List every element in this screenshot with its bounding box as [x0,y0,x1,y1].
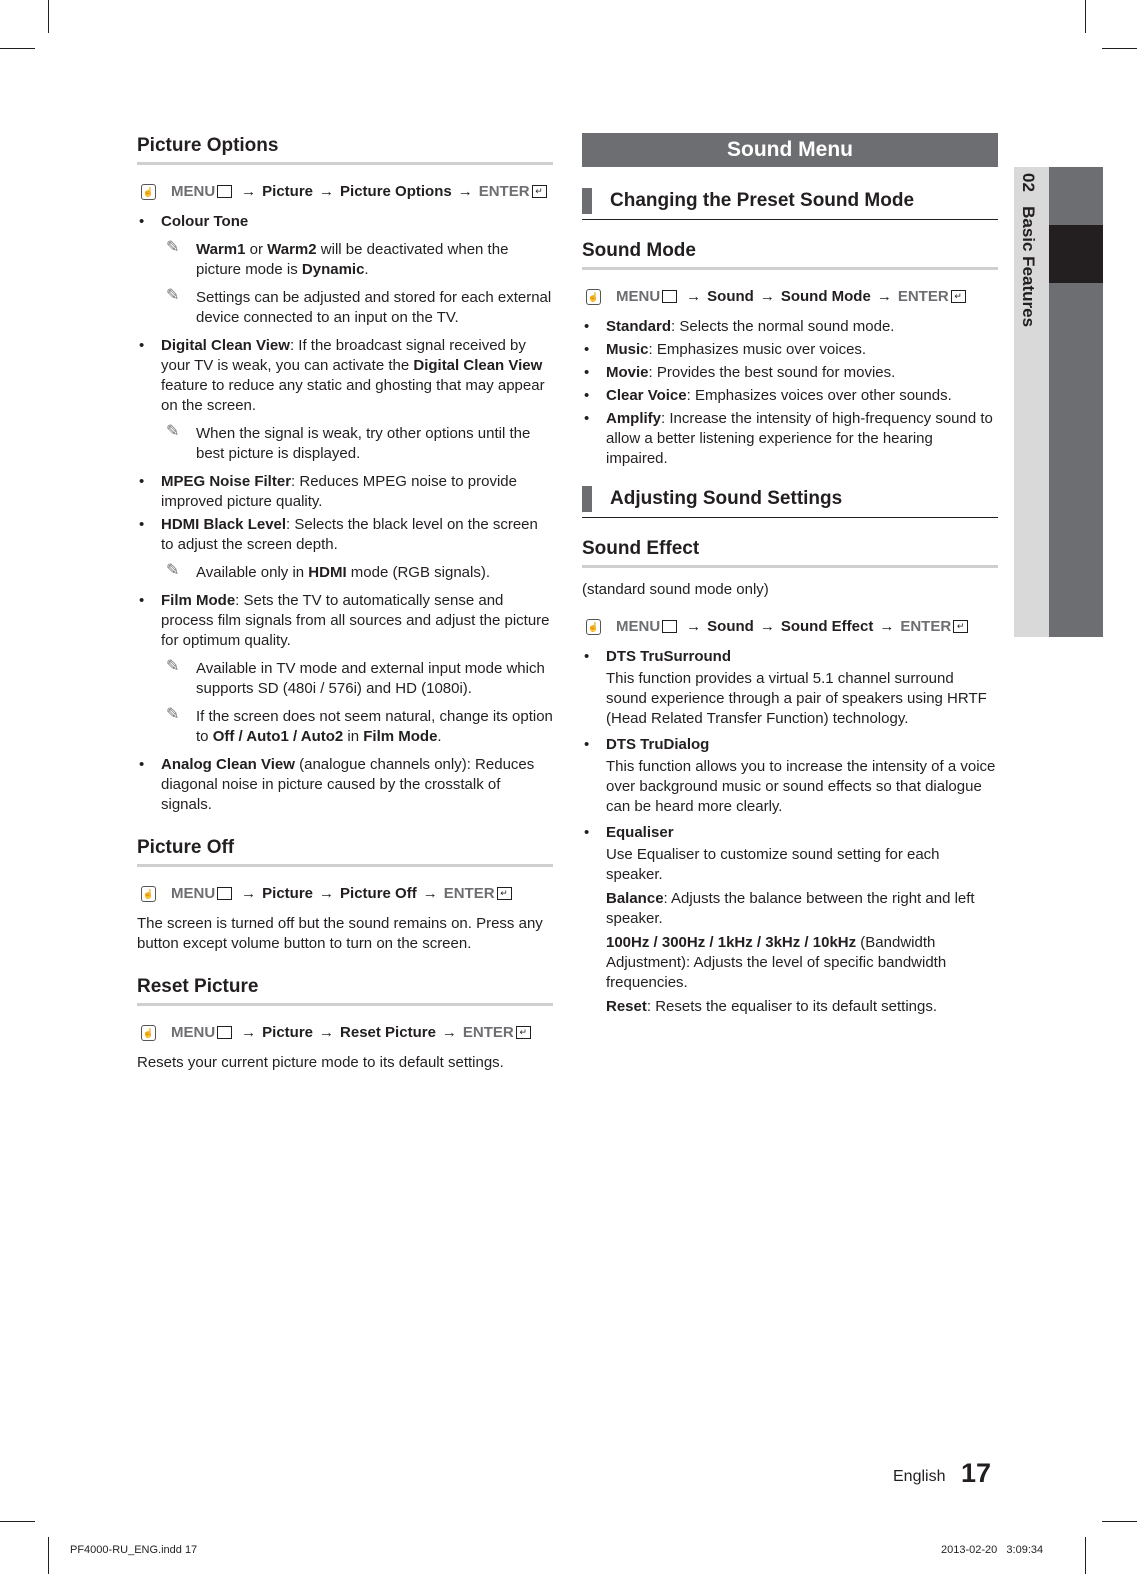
picture-options-list [137,212,553,815]
slug-file: PF4000-RU_ENG.indd 17 [70,1544,198,1556]
heading: Changing the Preset Sound Mode [582,185,998,220]
note: ✎ Available in TV mode and external input mode which supports SD (480i / 576i) and HD (1080i). [166,658,545,697]
crop-mark [0,48,35,49]
remote-hand-icon: ☝ [586,289,601,305]
list-item: • Standard: Selects the normal sound mode. [582,317,998,337]
list-item: • Digital Clean View: If the broadcast signal received by your TV is weak, you can activate the Digital Clean View feature to reduce any static and ghosting that may appear on the screen. ✎ When the signal is weak, try other options until the best picture is displayed. [137,336,553,464]
heading-bar [582,486,592,512]
pencil-icon: ✎ [166,658,180,675]
crop-mark [1085,1537,1086,1574]
enter-icon: ↵ [951,290,966,303]
section-title: Reset Picture [137,976,553,1006]
crop-mark [48,0,49,33]
note: ✎ When the signal is weak, try other options until the best picture is displayed. [166,423,531,462]
body-text: Resets your current picture mode to its default settings. [137,1054,504,1071]
remote-hand-icon: ☝ [141,1025,156,1041]
enter-icon: ↵ [516,1026,531,1039]
list-item: • DTS TruDialog This function allows you to increase the intensity of a voice over background music or sound effects so that dialogue can be heard more clearly. [582,735,998,817]
note: ✎ Available only in HDMI mode (RGB signals). [166,562,491,581]
section-title: Picture Off [137,837,553,867]
pencil-icon: ✎ [166,287,180,304]
list-item: • Film Mode: Sets the TV to automatically sense and process film signals from all sources and adjust the picture for optimum quality. ✎ Available in TV mode and external input mode which supports SD (480i / 576i) and HD (1080i). ✎ If the screen does not seem natural, change its option to Off / Auto1 / Auto2 in Film Mode. [137,591,553,747]
sound-mode-list [582,317,998,469]
list-item: • Clear Voice: Emphasizes voices over other sounds. [582,386,998,406]
note: ✎ Warm1 or Warm2 will be deactivated when the picture mode is Dynamic. [166,239,509,278]
heading: Adjusting Sound Settings [582,483,998,518]
menu-path: ☝ MENU → Picture → Picture Options → ENTER ↵ [141,183,553,200]
remote-hand-icon: ☝ [141,886,156,902]
chapter-band: Sound Menu [582,133,998,167]
crop-mark [0,1521,35,1522]
enter-icon: ↵ [497,887,512,900]
page-number: 17 [961,1458,992,1488]
menu-icon [217,1026,232,1039]
sound-effect-list [582,647,998,1017]
menu-path: ☝ MENU → Picture → Picture Off → ENTER ↵ [141,885,553,902]
enter-icon: ↵ [953,620,968,633]
footer-language: English [893,1468,946,1485]
crop-mark [1085,0,1086,33]
list-item: • DTS TruSurround This function provides a virtual 5.1 channel surround sound experience through a pair of speakers using HRTF (Head Related Transfer Function) technology. [582,647,998,729]
heading-bar [582,188,592,214]
crop-mark [1102,1521,1137,1522]
body-text: The screen is turned off but the sound remains on. Press any button except volume button to turn on the screen. [137,915,543,952]
enter-icon: ↵ [532,185,547,198]
list-item: • Equaliser Use Equaliser to customize sound setting for each speaker. Balance: Adjusts the balance between the right and left speaker. 100Hz / 300Hz / 1kHz / 3kHz / 10kHz (Bandwidth Adjustment): Adjusts the level of specific bandwidth frequencies. Reset: Resets the equaliser to its default settings. [582,823,998,1017]
chapter-tab-label: 02 Basic Features [1019,173,1038,328]
chapter-tab [1014,167,1103,637]
list-item: • Colour Tone ✎ Warm1 or Warm2 will be deactivated when the picture mode is Dynamic. ✎ Settings can be adjusted and stored for each external device connected to an input on the TV. [137,212,553,328]
menu-path: ☝ MENU → Sound → Sound Mode → ENTER ↵ [586,288,998,305]
list-item: • HDMI Black Level: Selects the black level on the screen to adjust the screen depth. ✎ Available only in HDMI mode (RGB signals). [137,515,553,583]
list-item: • Music: Emphasizes music over voices. [582,340,998,360]
section-note: (standard sound mode only) [582,581,769,598]
note: ✎ Settings can be adjusted and stored for each external device connected to an input on the TV. [166,287,552,326]
list-item: • Movie: Provides the best sound for movies. [582,363,998,383]
list-item: • MPEG Noise Filter: Reduces MPEG noise to provide improved picture quality. [137,472,553,512]
left-column [137,130,553,1073]
pencil-icon: ✎ [166,239,180,256]
menu-path: ☝ MENU → Sound → Sound Effect → ENTER ↵ [586,618,998,635]
pencil-icon: ✎ [166,423,180,440]
crop-mark [48,1537,49,1574]
menu-icon [217,887,232,900]
menu-icon [662,620,677,633]
section-title: Sound Effect [582,538,998,568]
remote-hand-icon: ☝ [586,619,601,635]
section-title: Picture Options [137,135,553,165]
menu-path: ☝ MENU → Picture → Reset Picture → ENTER ↵ [141,1024,553,1041]
crop-mark [1102,48,1137,49]
menu-icon [217,185,232,198]
list-item: • Analog Clean View (analogue channels only): Reduces diagonal noise in picture caused by the crosstalk of signals. [137,755,553,815]
section-title: Sound Mode [582,240,998,270]
note: ✎ If the screen does not seem natural, change its option to Off / Auto1 / Auto2 in Film Mode. [166,706,553,745]
pencil-icon: ✎ [166,706,180,723]
slug-date: 2013-02-20 3:09:34 [941,1544,1044,1556]
menu-icon [662,290,677,303]
right-column [582,133,998,1020]
pencil-icon: ✎ [166,562,180,579]
remote-hand-icon: ☝ [141,184,156,200]
list-item: • Amplify: Increase the intensity of high-frequency sound to allow a better listening experience for the hearing impaired. [582,409,998,469]
